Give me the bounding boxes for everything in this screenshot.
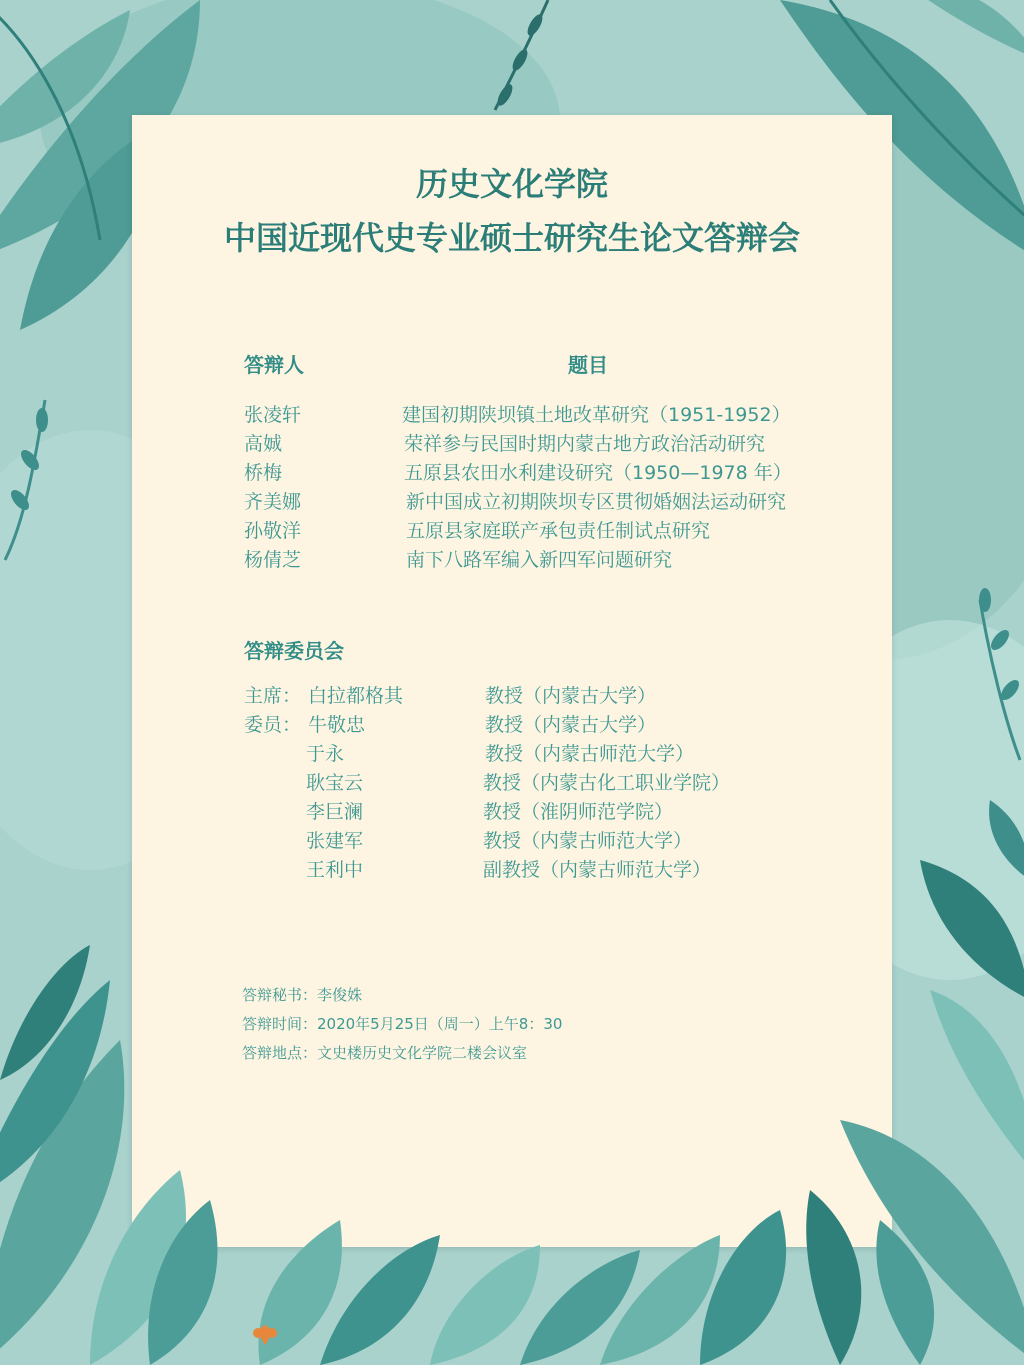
committee-title: 教授（内蒙古化工职业学院）	[483, 772, 731, 794]
defender-name: 杨倩芝	[244, 549, 302, 571]
committee-name: 王利中	[306, 859, 364, 881]
defender-name: 齐美娜	[244, 491, 302, 513]
time-line: 答辩时间：2020年5月25日（周一）上午8：30	[242, 1015, 563, 1033]
defense-topic: 荣祥参与民国时期内蒙古地方政治活动研究	[404, 433, 766, 455]
secretary-line: 答辩秘书：李俊姝	[242, 986, 363, 1004]
committee-name: 耿宝云	[306, 772, 364, 794]
committee-name: 牛敬忠	[308, 714, 366, 736]
committee-title: 教授（内蒙古师范大学）	[483, 830, 693, 852]
committee-role: 主席：	[244, 685, 302, 707]
committee-title: 教授（内蒙古师范大学）	[485, 743, 695, 765]
committee-title: 教授（内蒙古大学）	[485, 685, 657, 707]
defender-name: 高娍	[244, 433, 283, 455]
committee-name: 张建军	[306, 830, 364, 852]
place-line: 答辩地点：文史楼历史文化学院二楼会议室	[242, 1044, 528, 1062]
poster-card	[132, 115, 892, 1247]
header-topic: 题目	[568, 353, 608, 377]
committee-name: 李巨澜	[306, 801, 364, 823]
committee-title: 教授（内蒙古大学）	[485, 714, 657, 736]
committee-role: 委员：	[244, 714, 302, 736]
defense-topic: 建国初期陕坝镇土地改革研究（1951-1952）	[402, 404, 791, 426]
defense-topic: 五原县家庭联产承包责任制试点研究	[406, 520, 711, 542]
defense-topic: 新中国成立初期陕坝专区贯彻婚姻法运动研究	[406, 491, 787, 513]
defender-name: 孙敬洋	[244, 520, 302, 542]
defender-name: 桥梅	[244, 462, 283, 484]
committee-title: 教授（淮阴师范学院）	[483, 801, 674, 823]
committee-title: 副教授（内蒙古师范大学）	[483, 859, 712, 881]
header-defender: 答辩人	[244, 353, 304, 377]
committee-name: 于永	[306, 743, 345, 765]
committee-name: 白拉都格其	[308, 685, 404, 707]
title-line-1: 历史文化学院	[415, 165, 608, 203]
committee-header: 答辩委员会	[244, 639, 344, 663]
defender-name: 张凌轩	[244, 404, 302, 426]
title-line-2: 中国近现代史专业硕士研究生论文答辩会	[223, 219, 800, 257]
defense-topic: 南下八路军编入新四军问题研究	[406, 549, 673, 571]
defense-topic: 五原县农田水利建设研究（1950—1978 年）	[404, 462, 792, 484]
